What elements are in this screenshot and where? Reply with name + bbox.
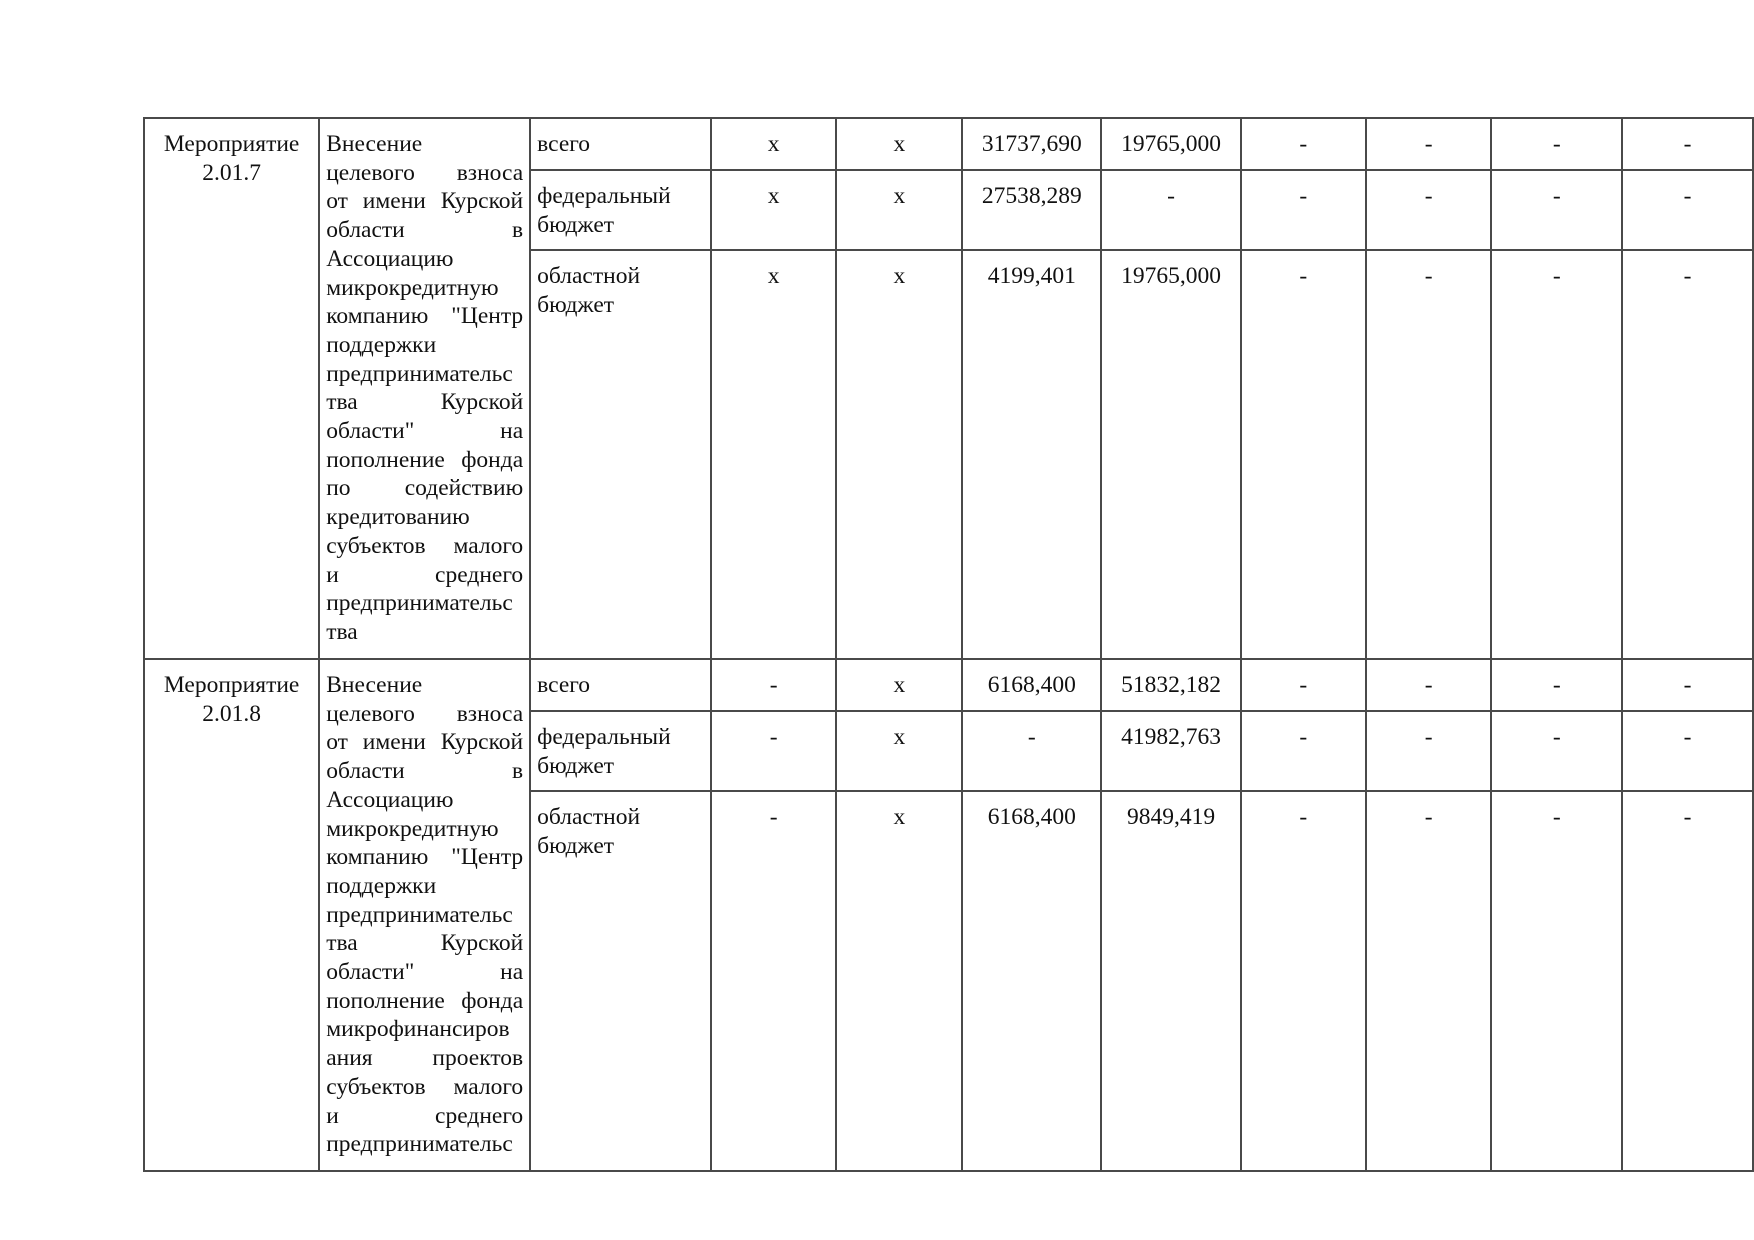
- value-cell: [1622, 170, 1753, 250]
- value-cell: [1101, 118, 1240, 170]
- value-cell: [1622, 659, 1753, 711]
- value-text: -: [1424, 804, 1433, 830]
- source-cell: [530, 791, 711, 1171]
- value-cell: [836, 170, 962, 250]
- value-text: -: [1552, 672, 1561, 698]
- value-text: 19765,000: [1121, 131, 1221, 157]
- value-text: -: [1424, 263, 1433, 289]
- value-text: 9849,419: [1126, 804, 1216, 830]
- measure-cell: [144, 659, 319, 1171]
- source-cell: [530, 170, 711, 250]
- value-text: -: [769, 672, 778, 698]
- value-text: -: [1552, 804, 1561, 830]
- value-cell: [1491, 791, 1622, 1171]
- description-line: по содействию: [326, 475, 524, 502]
- value-text: -: [1683, 804, 1692, 830]
- value-cell: [711, 250, 837, 659]
- value-text: -: [1424, 672, 1433, 698]
- value-cell: [1101, 170, 1240, 250]
- description-line: области" на: [326, 418, 524, 445]
- description-line: предпринимательс: [326, 1131, 513, 1158]
- measure-cell: [144, 118, 319, 659]
- value-text: -: [1299, 183, 1308, 209]
- description-text: [320, 119, 529, 647]
- description-line: целевого взноса: [326, 159, 524, 186]
- description-line: поддержки: [326, 331, 437, 358]
- value-text: х: [893, 672, 906, 698]
- description-line: предпринимательс: [326, 901, 513, 928]
- source-cell: [530, 250, 711, 659]
- value-cell: [1366, 250, 1491, 659]
- description-line: от имени Курской: [326, 729, 524, 756]
- value-text: -: [1683, 131, 1692, 157]
- value-cell: [1622, 250, 1753, 659]
- value-cell: [1241, 250, 1366, 659]
- description-line: субъектов малого: [326, 532, 524, 559]
- measure-label: Мероприятие: [163, 131, 300, 157]
- description-line: тва: [326, 618, 358, 645]
- value-cell: [1101, 250, 1240, 659]
- source-label: всего: [537, 131, 591, 157]
- budget-table: [143, 117, 1754, 1172]
- value-cell: [1366, 118, 1491, 170]
- value-text: х: [767, 183, 780, 209]
- value-text: -: [1299, 724, 1308, 750]
- value-text: -: [1683, 183, 1692, 209]
- description-line: поддержки: [326, 872, 437, 899]
- description-line: кредитованию: [326, 504, 470, 531]
- description-line: Ассоциацию: [326, 245, 454, 272]
- description-line: Внесение: [326, 672, 423, 698]
- measure-label: Мероприятие: [163, 672, 300, 698]
- value-text: 4199,401: [987, 263, 1076, 289]
- description-line: предпринимательс: [326, 590, 513, 617]
- value-cell: [1241, 118, 1366, 170]
- value-cell: [836, 250, 962, 659]
- table-row: [144, 659, 1753, 711]
- value-cell: [1622, 791, 1753, 1171]
- source-label: федеральный бюджет: [537, 183, 671, 238]
- description-line: микрокредитную: [326, 274, 499, 301]
- value-cell: [1241, 659, 1366, 711]
- measure-number: 2.01.8: [202, 700, 261, 727]
- description-line: пополнение фонда: [326, 987, 524, 1014]
- value-cell: [962, 250, 1101, 659]
- description-line: тва Курской: [326, 930, 524, 957]
- value-cell: [1366, 170, 1491, 250]
- description-line: области в: [326, 217, 524, 244]
- value-cell: [1366, 659, 1491, 711]
- value-text: -: [1299, 804, 1308, 830]
- value-cell: [1366, 711, 1491, 791]
- value-cell: [1241, 170, 1366, 250]
- source-label: областной бюджет: [537, 263, 641, 318]
- value-cell: [711, 170, 837, 250]
- value-cell: [962, 659, 1101, 711]
- description-line: тва Курской: [326, 389, 524, 416]
- value-text: -: [769, 804, 778, 830]
- value-text: х: [893, 724, 906, 750]
- value-text: -: [1424, 131, 1433, 157]
- description-line: от имени Курской: [326, 188, 524, 215]
- value-cell: [1101, 711, 1240, 791]
- value-text: -: [1027, 724, 1036, 750]
- value-cell: [1491, 659, 1622, 711]
- value-text: 41982,763: [1121, 724, 1221, 750]
- measure-number: 2.01.7: [202, 159, 261, 186]
- description-line: пополнение фонда: [326, 446, 524, 473]
- source-label: всего: [537, 672, 591, 698]
- value-cell: [1491, 118, 1622, 170]
- value-cell: [962, 170, 1101, 250]
- value-cell: [836, 118, 962, 170]
- value-text: х: [767, 263, 780, 289]
- source-cell: [530, 118, 711, 170]
- value-text: -: [1683, 672, 1692, 698]
- value-text: 27538,289: [981, 183, 1082, 209]
- value-text: 31737,690: [981, 131, 1082, 157]
- value-text: -: [1552, 724, 1561, 750]
- table-row: [144, 118, 1753, 170]
- value-text: х: [893, 804, 906, 830]
- value-cell: [1101, 791, 1240, 1171]
- value-cell: [962, 711, 1101, 791]
- description-cell: [319, 659, 530, 1171]
- description-line: и среднего: [326, 1102, 524, 1129]
- value-text: -: [1424, 183, 1433, 209]
- source-cell: [530, 659, 711, 711]
- description-line: предпринимательс: [326, 360, 513, 387]
- value-cell: [836, 659, 962, 711]
- description-line: компанию "Центр: [326, 303, 524, 330]
- value-text: 6168,400: [987, 804, 1076, 830]
- value-text: 51832,182: [1121, 672, 1221, 698]
- value-cell: [1622, 118, 1753, 170]
- value-cell: [711, 118, 837, 170]
- value-cell: [1241, 791, 1366, 1171]
- value-text: -: [1683, 724, 1692, 750]
- value-cell: [962, 791, 1101, 1171]
- description-line: ания проектов: [326, 1045, 524, 1072]
- source-cell: [530, 711, 711, 791]
- value-cell: [711, 711, 837, 791]
- value-cell: [836, 711, 962, 791]
- source-label: федеральный бюджет: [537, 724, 671, 779]
- value-text: х: [767, 131, 780, 157]
- value-cell: [711, 791, 837, 1171]
- description-line: субъектов малого: [326, 1073, 524, 1100]
- value-text: 19765,000: [1121, 263, 1221, 289]
- description-line: Внесение: [326, 131, 423, 157]
- description-cell: [319, 118, 530, 659]
- description-line: области в: [326, 758, 524, 785]
- value-cell: [962, 118, 1101, 170]
- value-cell: [836, 791, 962, 1171]
- value-text: -: [1299, 263, 1308, 289]
- value-cell: [1491, 250, 1622, 659]
- value-text: -: [1552, 131, 1561, 157]
- value-text: -: [1424, 724, 1433, 750]
- description-line: области" на: [326, 959, 524, 986]
- value-text: -: [1683, 263, 1692, 289]
- value-cell: [1491, 170, 1622, 250]
- description-line: целевого взноса: [326, 700, 524, 727]
- value-text: 6168,400: [987, 672, 1076, 698]
- value-text: -: [1552, 263, 1561, 289]
- value-text: х: [893, 183, 906, 209]
- value-cell: [1622, 711, 1753, 791]
- source-label: областной бюджет: [537, 804, 641, 859]
- description-line: компанию "Центр: [326, 844, 524, 871]
- value-text: -: [1167, 183, 1175, 209]
- value-text: -: [1299, 131, 1308, 157]
- value-text: -: [1552, 183, 1561, 209]
- description-text: [320, 660, 529, 1159]
- description-line: микрофинансиров: [326, 1016, 510, 1043]
- value-text: -: [769, 724, 778, 750]
- value-cell: [1366, 791, 1491, 1171]
- value-cell: [1241, 711, 1366, 791]
- value-cell: [1491, 711, 1622, 791]
- value-cell: [1101, 659, 1240, 711]
- value-text: х: [893, 131, 906, 157]
- value-text: х: [893, 263, 906, 289]
- value-cell: [711, 659, 837, 711]
- description-line: и среднего: [326, 561, 524, 588]
- value-text: -: [1299, 672, 1308, 698]
- description-line: микрокредитную: [326, 815, 499, 842]
- description-line: Ассоциацию: [326, 786, 454, 813]
